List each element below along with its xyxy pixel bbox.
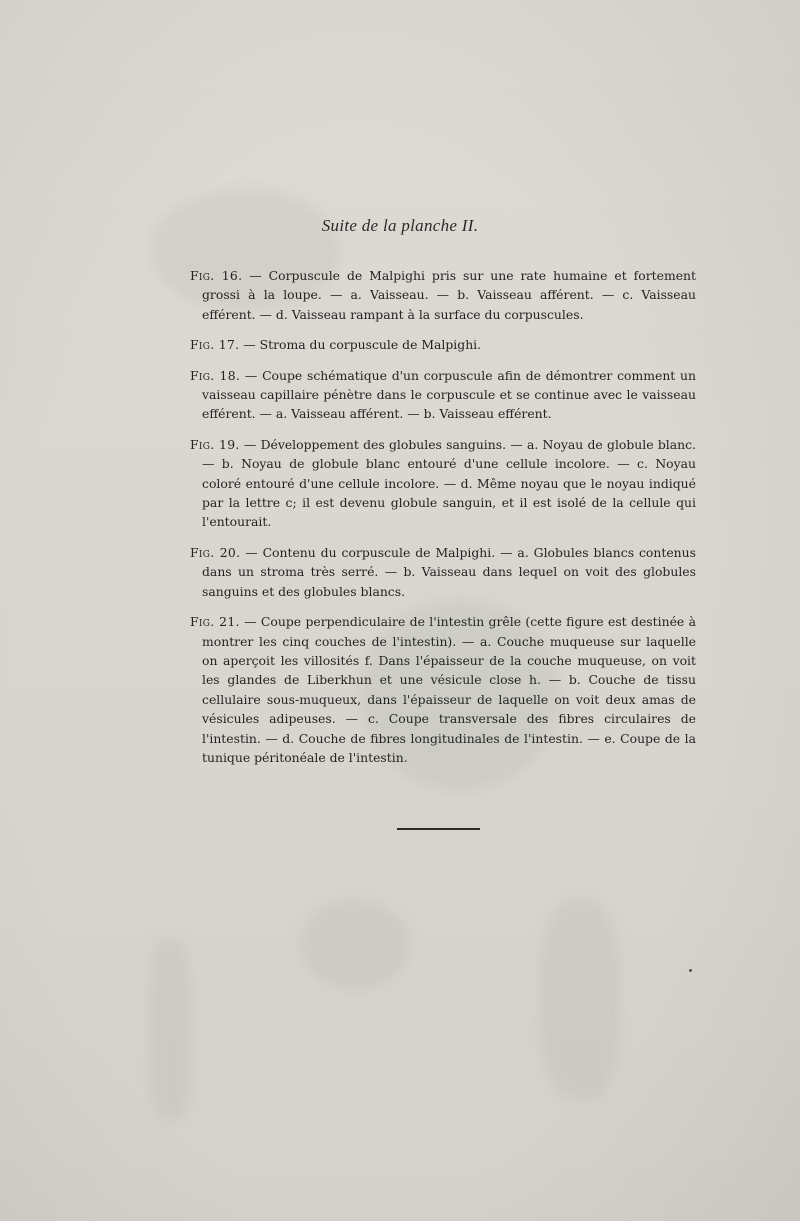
figure-label: Fig. 21. <box>190 614 240 630</box>
figure-text: — Corpuscule de Malpighi pris sur une rate humaine et fortement grossi à la loupe. — a. Vaisseau. — b. Vaisseau afférent. — c. Vaisseau efférent. — d. Vaisseau rampant à la surface du corpuscules. <box>202 268 696 322</box>
figure-legend-21 <box>190 612 696 767</box>
figure-text: — Développement des globules sanguins. — a. Noyau de globule blanc. — b. Noyau de globule blanc entouré d'une cellule incolore. — c. Noyau coloré entouré d'une cellule incolore. — d. Même noyau que le noyau indiqué par la lettre c; il est devenu globule sanguin, et il est isolé de la cellule qui l'entourait. <box>202 436 696 530</box>
figure-label: Fig. 19. <box>190 436 240 452</box>
figure-label: Fig. 18. <box>190 367 241 383</box>
figure-legend-19 <box>190 435 696 532</box>
figure-legend-list <box>190 266 696 778</box>
paper-speck <box>689 969 692 972</box>
figure-label: Fig. 16. <box>190 268 243 283</box>
figure-text: — Contenu du corpuscule de Malpighi. — a. Globules blancs contenus dans un stroma très serré. — b. Vaisseau dans lequel on voit des globules sanguins et des globules blancs. <box>202 544 696 599</box>
bleed-through-shape <box>150 940 190 1120</box>
figure-label: Fig. 17. <box>190 337 240 353</box>
figure-legend-16 <box>190 266 696 324</box>
figure-text: — Coupe schématique d'un corpuscule afin de démontrer comment un vaisseau capillaire pénètre dans le corpuscule et se continue avec le vaisseau efférent. — a. Vaisseau afférent. — b. Vaisseau efférent. <box>202 367 696 422</box>
bleed-through-shape <box>300 900 410 990</box>
figure-legend-17 <box>190 335 696 354</box>
figure-legend-20 <box>190 543 696 601</box>
bleed-through-shape <box>540 900 620 1100</box>
figure-label: Fig. 20. <box>190 544 241 560</box>
page-heading: Suite de la planche II. <box>321 216 479 235</box>
section-divider <box>397 828 480 830</box>
figure-legend-18 <box>190 366 696 424</box>
figure-text: — Stroma du corpuscule de Malpighi. <box>243 337 482 353</box>
figure-text: — Coupe perpendiculaire de l'intestin grêle (cette figure est destinée à montrer les cinq couches de l'intestin). — a. Couche muqueuse sur laquelle on aperçoit les villosités f. Dans l'épaisseur de la couche muqueuse, on voit les glandes de Liberkhun et une vésicule close h. — b. Couche de tissu cellulaire sous-muqueux, dans l'épaisseur de laquelle on voit deux amas de vésicules adipeuses. — c. Coupe transversale des fibres circulaires de l'intestin. — d. Couche de fibres longitudinales de l'intestin. — e. Coupe de la tunique péritonéale de l'intestin. <box>202 614 696 765</box>
